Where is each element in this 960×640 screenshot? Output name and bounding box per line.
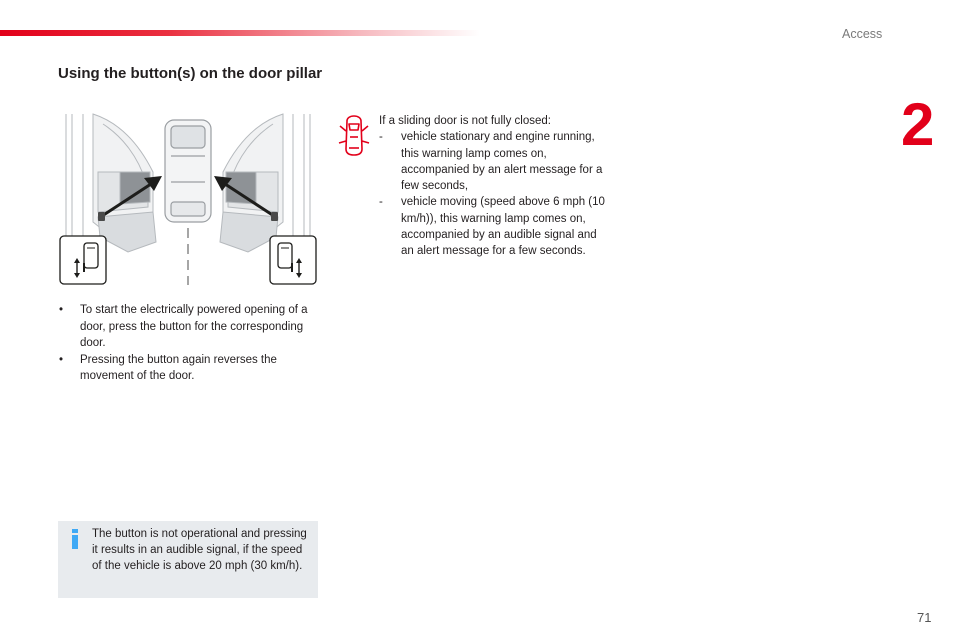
page-number: 71 [917,610,932,625]
warning-explanation [379,113,609,260]
door-open-warning-lamp-icon [338,115,370,157]
instruction-item [58,352,318,385]
right-pillar-button-marker [271,212,278,221]
warning-item [379,129,609,194]
van-top-view-icon [165,120,211,222]
bullet-marker: • [59,353,64,366]
warning-item-text: vehicle stationary and engine running, this warning lamp comes on, accompanied by an alert message for a few seconds, [401,131,603,193]
left-pillar-button-marker [98,212,105,221]
instruction-text: Pressing the button again reverses the movement of the door. [80,353,277,382]
warning-item [379,194,609,259]
instruction-list [58,302,318,385]
warning-dash: - [379,196,383,209]
warning-item-text: vehicle moving (speed above 6 mph (10 km/h)), this warning lamp comes on, accompanied by an audible signal and an alert message for a few seconds. [401,196,605,258]
warning-dash: - [379,131,383,144]
instruction-text: To start the electrically powered opening of a door, press the button for the corresponding door. [80,304,308,349]
door-pillar-button-icon [60,236,106,284]
warning-intro: If a sliding door is not fully closed: [379,115,551,127]
van-door-pillar-illustration [58,112,318,287]
info-text: The button is not operational and pressing it results in an audible signal, if the speed of the vehicle is above 20 mph (30 km/h). [92,528,307,572]
section-heading: Using the button(s) on the door pillar [58,65,323,82]
section-label: Access [842,27,883,41]
instruction-item [58,302,318,352]
header-accent-bar [0,30,480,36]
chapter-number: 2 [901,91,935,158]
info-box [58,521,318,598]
sliding-door-button-icon [270,236,316,284]
bullet-marker: • [59,304,64,316]
info-icon [70,529,80,549]
